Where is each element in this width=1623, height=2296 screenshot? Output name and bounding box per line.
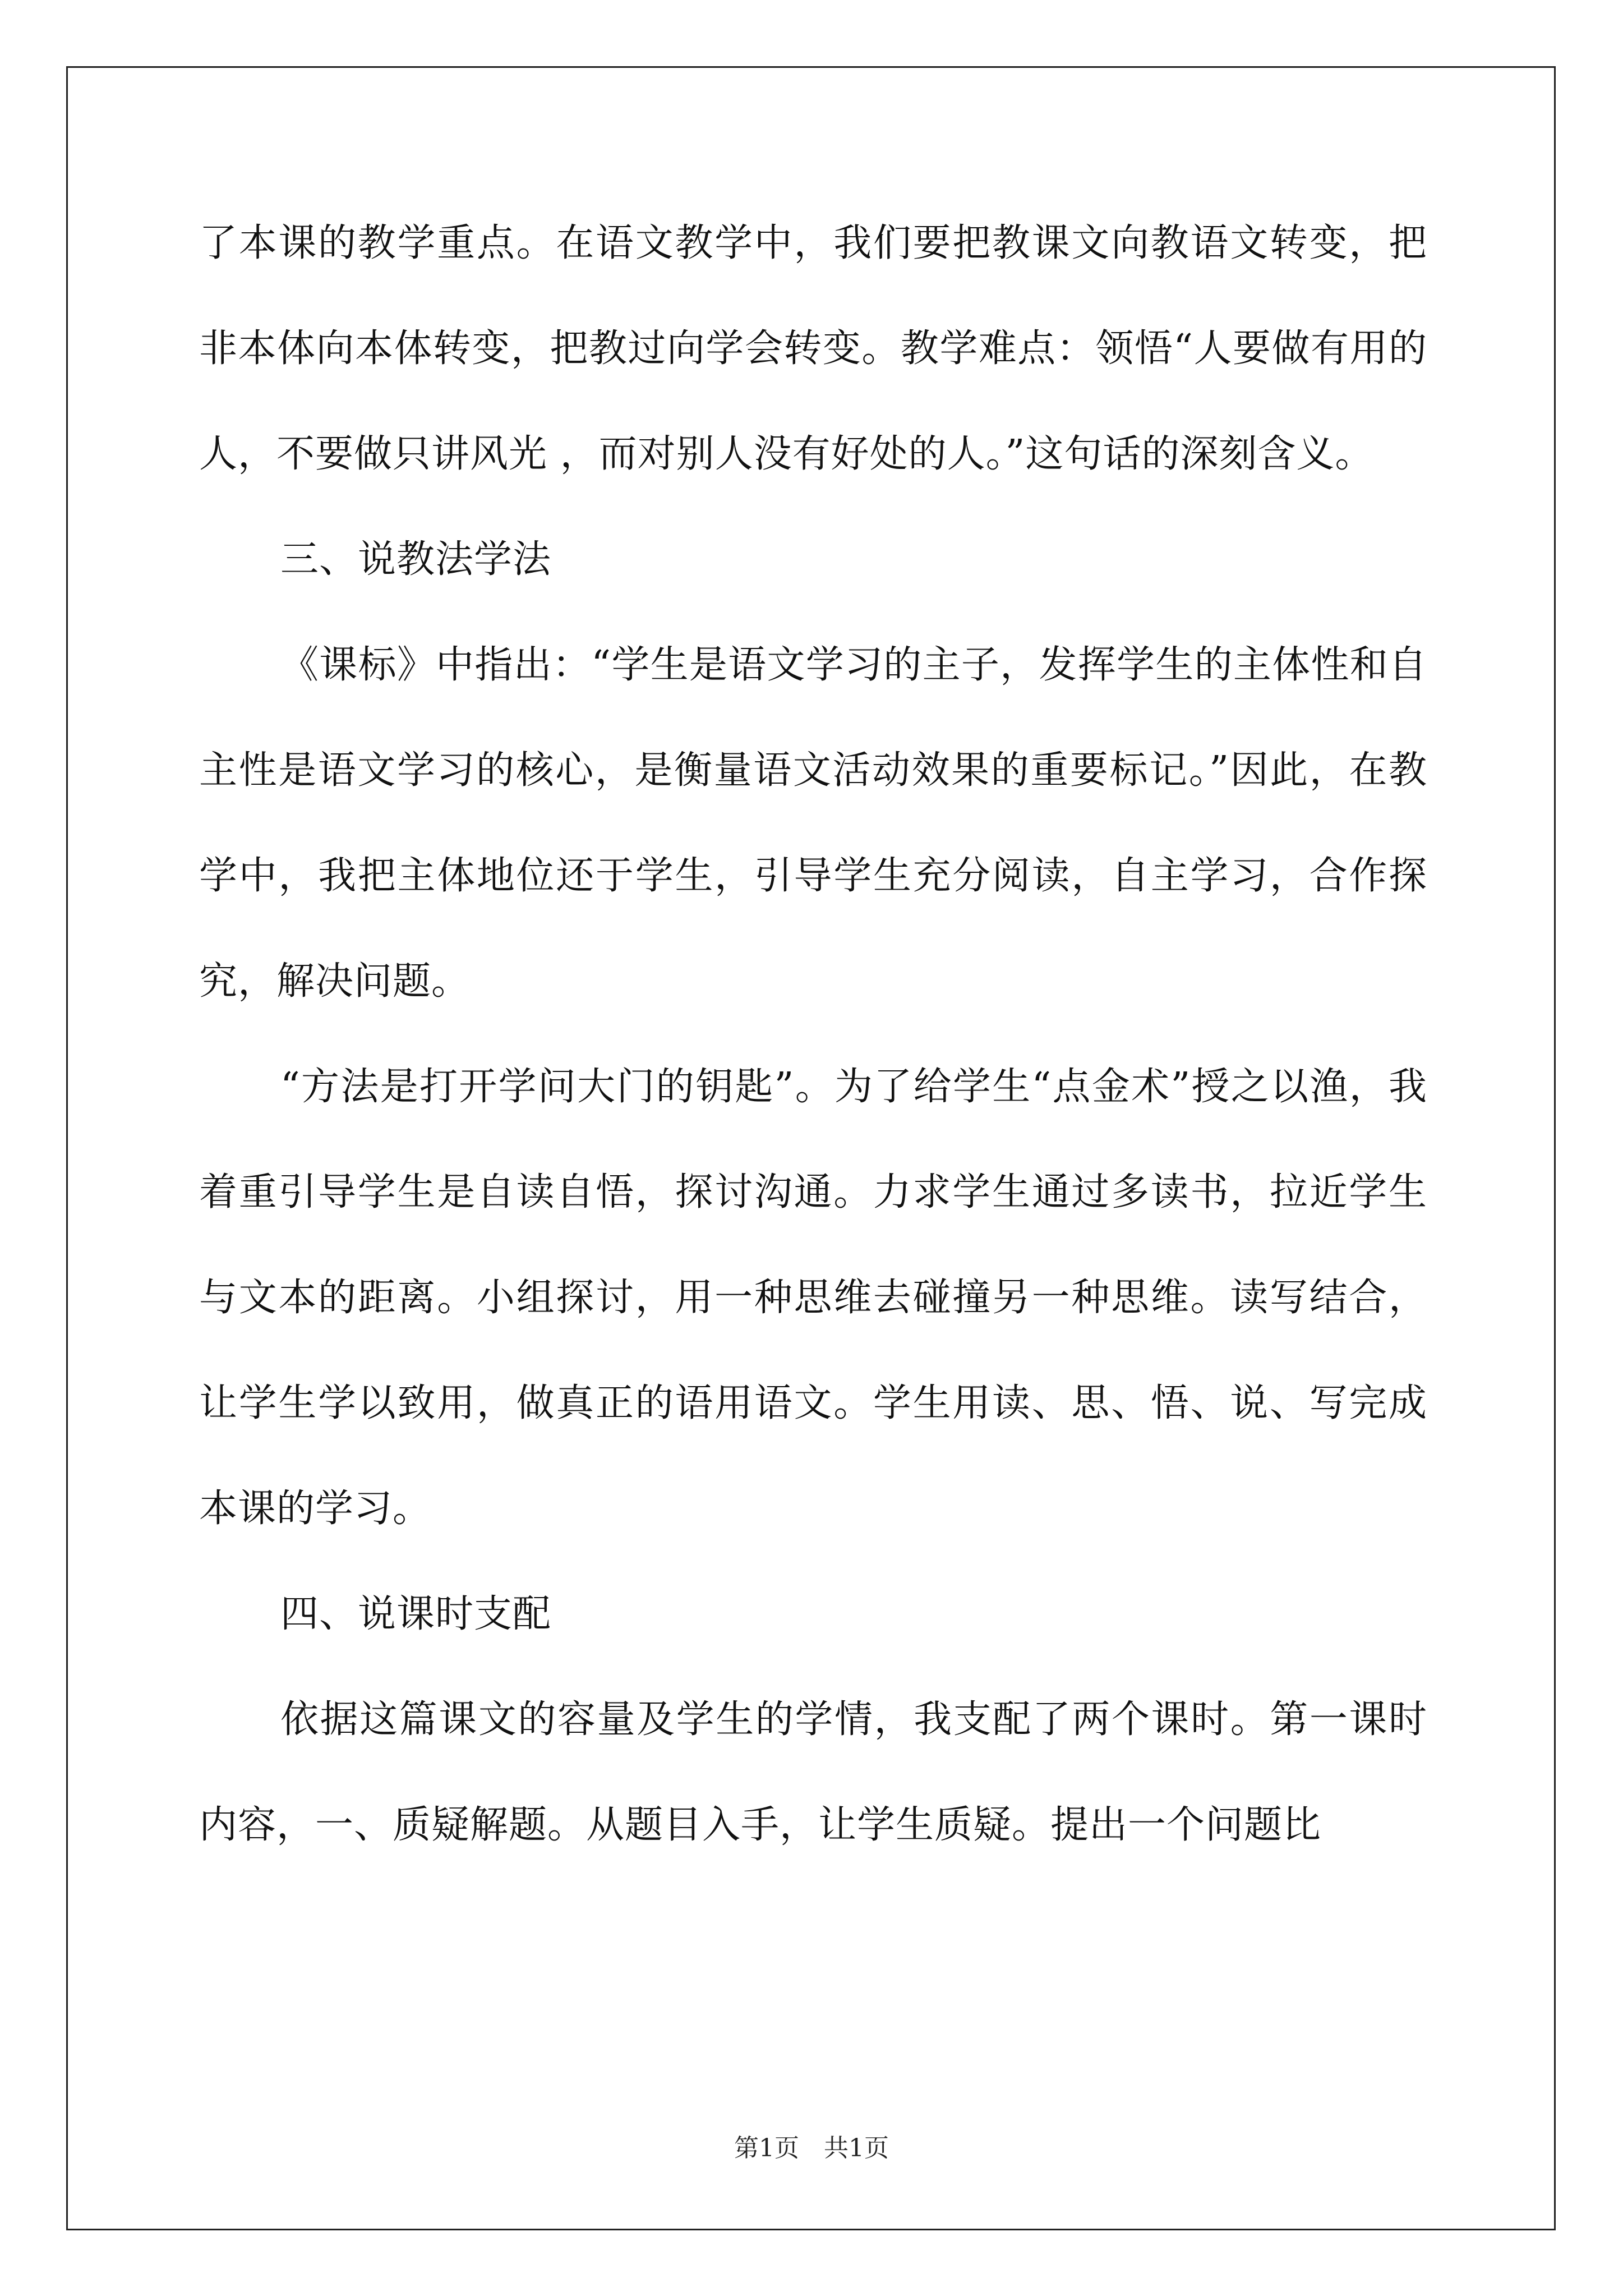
page-number-footer: 第1页 共1页 bbox=[734, 2134, 889, 2162]
heading-teaching-methods: 三、说教法学法 bbox=[280, 537, 552, 582]
paragraph-curriculum-standard: 《课标》中指出：“学生是语文学习的主子，发挥学生的主体性和自主性是语文学习的核心，是衡量语文活动效果的重要标记。”因此，在教学中，我把主体地位还于学生，引导学生充分阅读，自主学习，合作探究，解决问题。 bbox=[199, 643, 1427, 1004]
paragraph-learning-methods: “方法是打开学问大门的钥匙”。为了给学生“点金术”授之以渔，我着重引导学生是自读自悟，探讨沟通。力求学生通过多读书，拉近学生与文本的距离。小组探讨，用一种思维去碰撞另一种思维。读写结合，让学生学以致用，做真正的语用语文。学生用读、思、悟、说、写完成本课的学习。 bbox=[199, 1065, 1427, 1531]
heading-lesson-schedule: 四、说课时支配 bbox=[280, 1592, 552, 1636]
paragraph-teaching-focus: 了本课的教学重点。在语文教学中，我们要把教课文向教语文转变，把非本体向本体转变，把教过向学会转变。教学难点：领悟“人要做有用的人，不要做只讲风光 ，而对别人没有好处的人。”这句话的深刻含义。 bbox=[199, 221, 1427, 476]
paragraph-lesson-schedule: 依据这篇课文的容量及学生的学情，我支配了两个课时。第一课时内容，一、质疑解题。从题目入手，让学生质疑。提出一个问题比 bbox=[199, 1697, 1427, 1847]
document-body bbox=[199, 191, 1427, 1878]
